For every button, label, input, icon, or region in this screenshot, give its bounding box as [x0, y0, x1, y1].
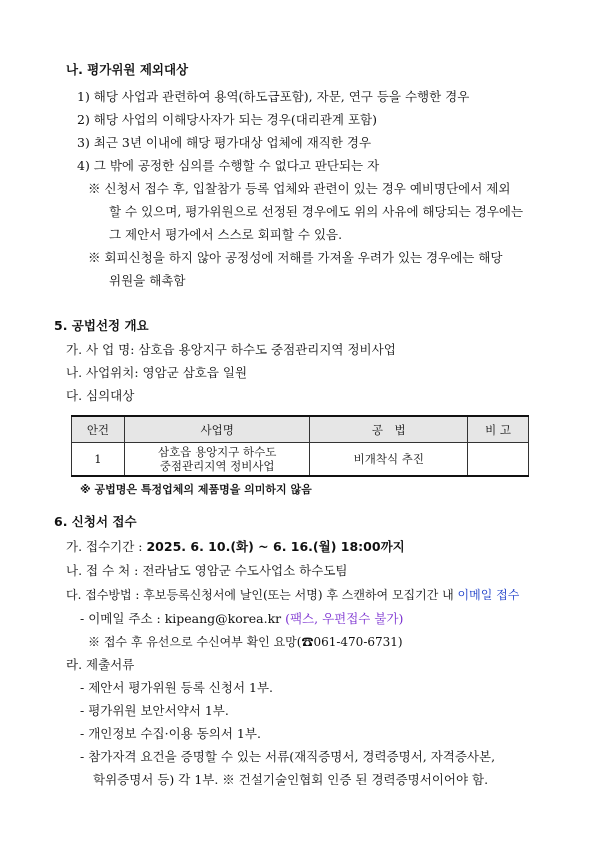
method-label: 다. 접수방법 : — [66, 588, 144, 602]
period-line — [66, 539, 405, 555]
header-method: 공 법 — [310, 416, 468, 443]
method-text: 후보등록신청서에 날인(또는 서명) 후 스캔하여 모집기간 내 — [143, 588, 458, 602]
doc-item-4-cont: 학위증명서 등) 각 1부. ※ 건설기술인협회 인증 된 경력증명서이어야 함. — [93, 772, 489, 787]
cell-note — [468, 443, 529, 477]
note2-line-1: ※ 회피신청을 하지 않아 공정성에 저해를 가져올 우려가 있는 경우에는 해당 — [88, 250, 503, 265]
doc-item-3: - 개인정보 수집·이용 동의서 1부. — [80, 726, 261, 741]
note1-line-3: 그 제안서 평가에서 스스로 회피할 수 있음. — [109, 227, 343, 242]
place-label: 나. 접 수 처 : — [66, 563, 143, 578]
note2-line-2: 위원을 해촉함 — [109, 273, 186, 288]
email-label: - 이메일 주소 : kipeang@korea.kr — [80, 611, 286, 626]
project-name-line: 가. 사 업 명: 삼호읍 용앙지구 하수도 중점관리지역 정비사업 — [66, 342, 396, 357]
header-no: 안건 — [72, 416, 125, 443]
table-row — [72, 443, 529, 477]
method-line — [66, 587, 519, 603]
method-email: 이메일 접수 — [457, 588, 520, 602]
doc-item-2: - 평가위원 보안서약서 1부. — [80, 703, 229, 718]
place-line — [66, 563, 347, 579]
email-line — [80, 611, 403, 627]
place-value: 전라남도 영암군 수도사업소 하수도팀 — [142, 563, 348, 578]
project-location-line: 나. 사업위치: 영암군 삼호읍 일원 — [66, 365, 248, 380]
cell-method: 비개착식 추진 — [310, 443, 468, 477]
review-target-line: 다. 심의대상 — [66, 388, 135, 403]
cell-no: 1 — [72, 443, 125, 477]
period-value: 2025. 6. 10.(화) ~ 6. 16.(월) 18:00까지 — [146, 539, 405, 554]
cell-name-line-1: 삼호읍 용앙지구 하수도 — [157, 445, 277, 459]
note1-line-1: ※ 신청서 접수 후, 입찰참가 등록 업체와 관련이 있는 경우 예비명단에서 제외 — [88, 181, 511, 196]
cell-name-line-2: 중점관리지역 정비사업 — [159, 459, 275, 473]
section-title-6: 6. 신청서 접수 — [54, 514, 137, 529]
exclusion-item-2: 2) 해당 사업의 이해당사자가 되는 경우(대리관계 포함) — [77, 112, 377, 127]
header-name: 사업명 — [124, 416, 310, 443]
email-note: (팩스, 우편접수 불가) — [285, 611, 404, 626]
section-title-exclusion: 나. 평가위원 제외대상 — [66, 62, 189, 77]
section-title-5: 5. 공법선정 개요 — [54, 318, 149, 333]
exclusion-item-4: 4) 그 밖에 공정한 심의를 수행할 수 없다고 판단되는 자 — [77, 158, 380, 173]
confirm-line: ※ 접수 후 유선으로 수신여부 확인 요망(☎061-470-6731) — [88, 635, 403, 649]
header-note: 비 고 — [468, 416, 529, 443]
exclusion-item-1: 1) 해당 사업과 관련하여 용역(하도급포함), 자문, 연구 등을 수행한 경우 — [77, 89, 470, 104]
note1-line-2: 할 수 있으며, 평가위원으로 선정된 경우에도 위의 사유에 해당되는 경우에는 — [109, 204, 524, 219]
docs-title: 라. 제출서류 — [66, 657, 135, 672]
exclusion-item-3: 3) 최근 3년 이내에 해당 평가대상 업체에 재직한 경우 — [77, 135, 372, 150]
period-label: 가. 접수기간 : — [66, 539, 147, 554]
method-footnote: ※ 공법명은 특정업체의 제품명을 의미하지 않음 — [80, 483, 312, 496]
table-header-row — [72, 416, 529, 443]
doc-item-1: - 제안서 평가위원 등록 신청서 1부. — [80, 680, 273, 695]
review-table — [71, 415, 529, 477]
cell-name — [124, 443, 310, 477]
doc-item-4: - 참가자격 요건을 증명할 수 있는 서류(재직증명서, 경력증명서, 자격증사본, — [80, 749, 496, 764]
